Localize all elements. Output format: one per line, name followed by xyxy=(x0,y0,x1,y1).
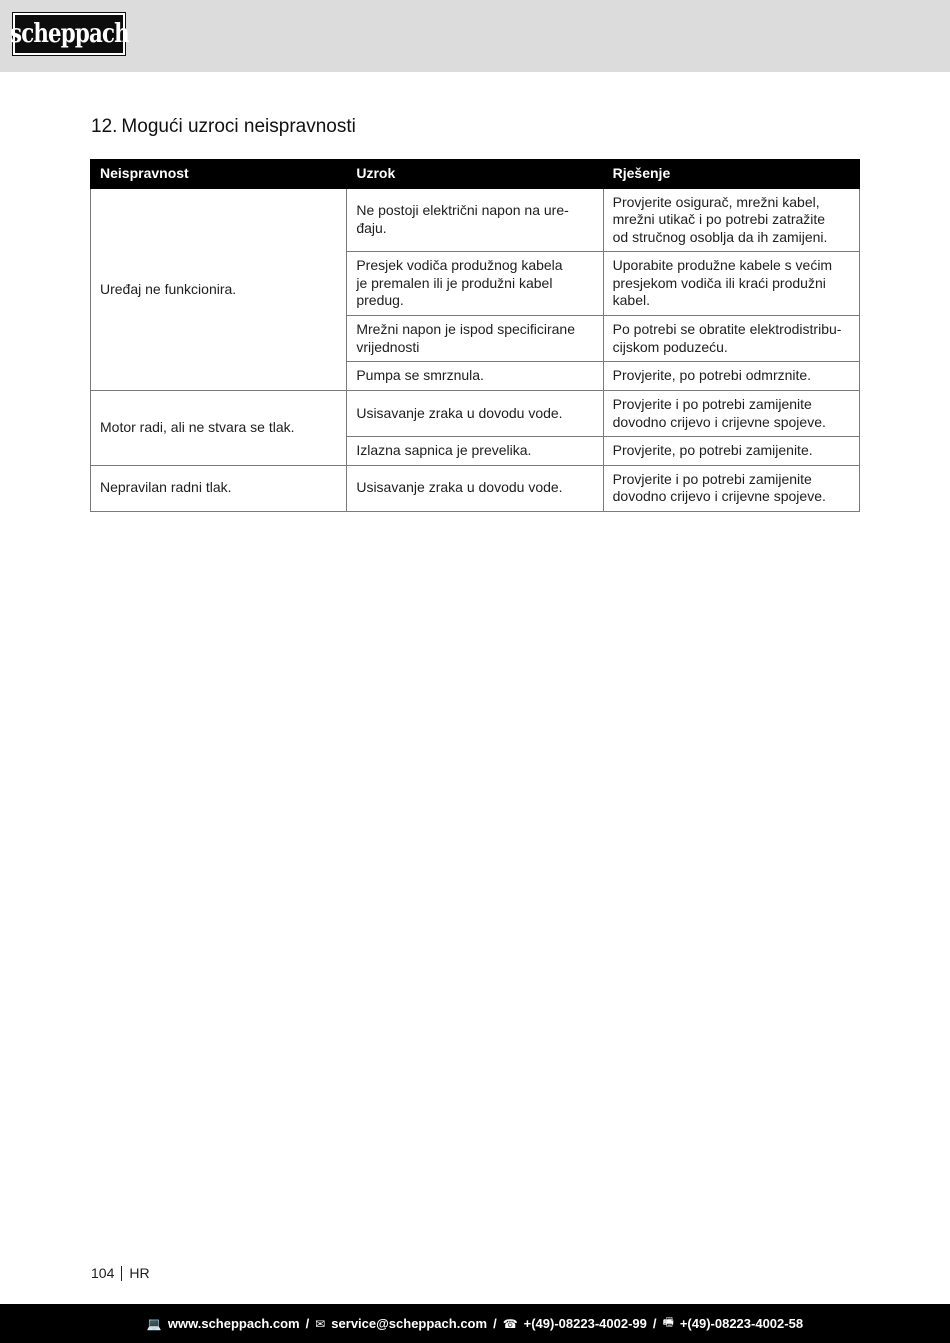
header-bar xyxy=(0,0,950,72)
fault-cell: Nepravilan radni tlak. xyxy=(91,465,347,511)
footer-bar xyxy=(0,1304,950,1343)
fault-cell: Uređaj ne funkcionira. xyxy=(91,188,347,391)
fault-cell: Motor radi, ali ne stvara se tlak. xyxy=(91,391,347,466)
envelope-icon: ✉ xyxy=(315,1316,326,1331)
troubleshooting-table xyxy=(90,159,860,512)
table-row xyxy=(91,188,860,252)
cause-cell: Usisavanje zraka u dovodu vode. xyxy=(347,465,603,511)
cause-cell: Ne postoji električni napon na ure- đaju. xyxy=(347,188,603,252)
solution-cell: Provjerite osigurač, mrežni kabel, mrežni utikač i po potrebi zatražite od stručnog osoblja da ih zamijeni. xyxy=(603,188,859,252)
cause-cell: Izlazna sapnica je prevelika. xyxy=(347,437,603,466)
table-row xyxy=(91,465,860,511)
column-header-solution: Rješenje xyxy=(603,160,859,189)
brand-logo xyxy=(9,13,129,55)
solution-cell: Provjerite i po potrebi zamijenite dovodno crijevo i crijevne spojeve. xyxy=(603,391,859,437)
table-header-row xyxy=(91,160,860,189)
footer-separator: / xyxy=(652,1316,657,1331)
computer-icon: 💻 xyxy=(146,1316,162,1331)
page-separator xyxy=(121,1266,122,1281)
footer-phone[interactable]: +(49)-08223-4002-99 xyxy=(523,1316,647,1331)
table-row xyxy=(91,391,860,437)
cause-cell: Usisavanje zraka u dovodu vode. xyxy=(347,391,603,437)
footer-website[interactable]: www.scheppach.com xyxy=(167,1316,300,1331)
cause-cell: Mrežni napon je ispod specificirane vrijednosti xyxy=(347,316,603,362)
column-header-fault: Neispravnost xyxy=(91,160,347,189)
footer-separator: / xyxy=(493,1316,497,1331)
telephone-icon: ☎ xyxy=(502,1316,518,1331)
solution-cell: Uporabite produžne kabele s većim presjekom vodiča ili kraći produžni kabel. xyxy=(603,252,859,316)
solution-cell: Provjerite, po potrebi odmrznite. xyxy=(603,362,859,391)
solution-cell: Provjerite i po potrebi zamijenite dovodno crijevo i crijevne spojeve. xyxy=(603,465,859,511)
page-number xyxy=(91,1265,150,1281)
solution-cell: Po potrebi se obratite elektrodistribu- cijskom poduzeću. xyxy=(603,316,859,362)
fax-icon: 🖷 xyxy=(662,1315,674,1329)
cause-cell: Presjek vodiča produžnog kabela je premalen ili je produžni kabel predug. xyxy=(347,252,603,316)
table-body xyxy=(91,188,860,511)
section-heading xyxy=(91,116,356,138)
footer-email[interactable]: service@scheppach.com xyxy=(331,1316,488,1331)
column-header-cause: Uzrok xyxy=(347,160,603,189)
section-number: 12. xyxy=(91,116,118,137)
page-language: HR xyxy=(129,1265,150,1281)
brand-logo-text: scheppach xyxy=(9,19,129,49)
page-number-value: 104 xyxy=(91,1265,115,1281)
footer-fax: +(49)-08223-4002-58 xyxy=(679,1316,804,1331)
footer-separator: / xyxy=(305,1316,310,1331)
solution-cell: Provjerite, po potrebi zamijenite. xyxy=(603,437,859,466)
section-title: Mogući uzroci neispravnosti xyxy=(121,116,356,137)
cause-cell: Pumpa se smrznula. xyxy=(347,362,603,391)
